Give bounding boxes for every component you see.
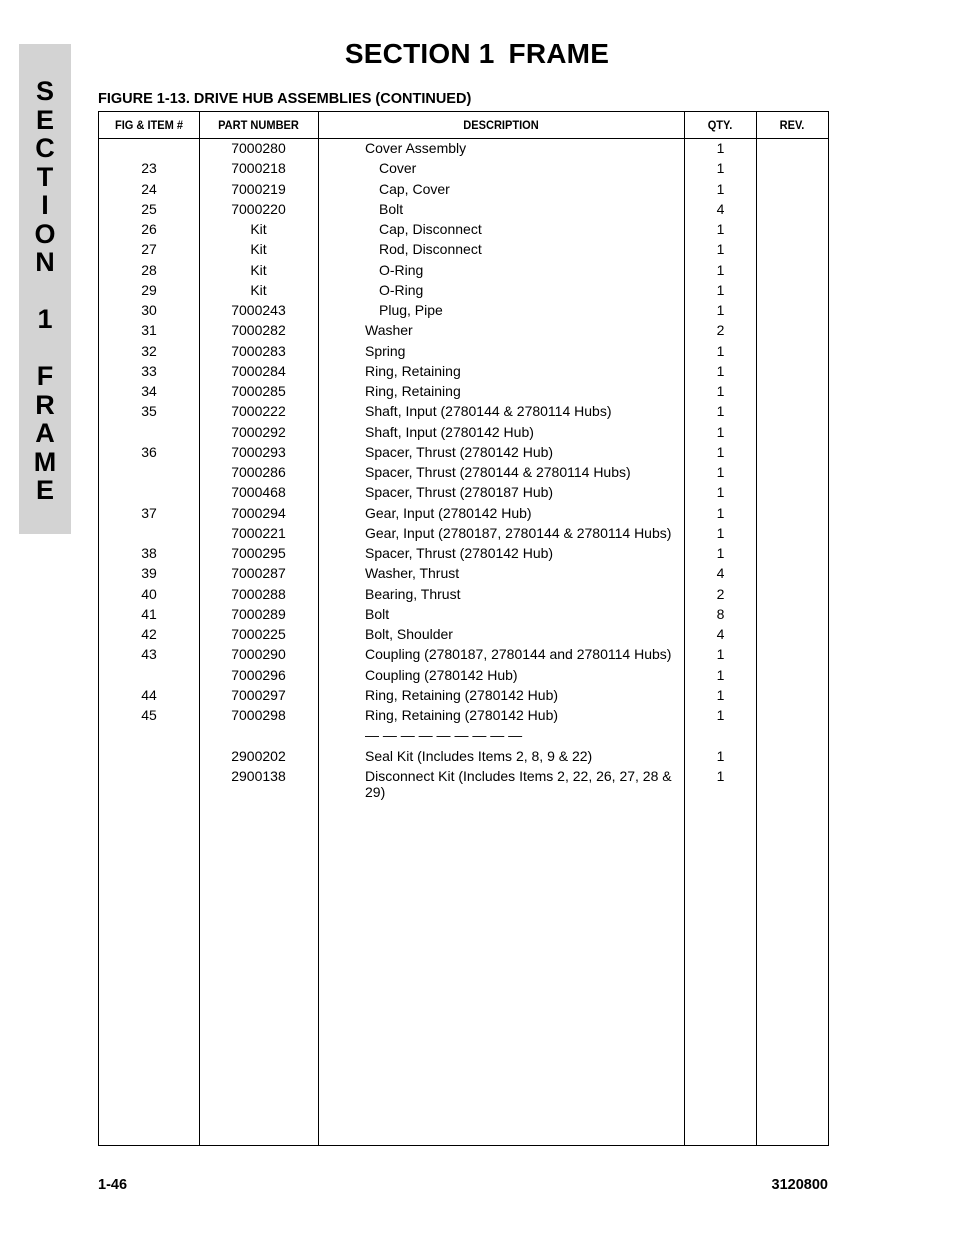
table-row bbox=[99, 706, 828, 726]
table-row bbox=[99, 443, 828, 463]
side-tab-letter: A bbox=[35, 418, 55, 448]
fig-item-cell: 32 bbox=[141, 342, 157, 359]
description-cell: Coupling (2780187, 2780144 and 2780114 Hubs) bbox=[365, 646, 672, 663]
fig-item-cell: 27 bbox=[141, 241, 157, 258]
qty-cell: 1 bbox=[716, 545, 725, 561]
section-side-tab bbox=[19, 44, 71, 534]
description-cell: Washer bbox=[365, 322, 413, 339]
side-tab-letter: R bbox=[35, 389, 55, 420]
qty-cell: 1 bbox=[716, 180, 725, 197]
table-row bbox=[99, 463, 828, 483]
document-number: 3120800 bbox=[771, 1177, 828, 1193]
part-number-cell: 2900202 bbox=[231, 747, 286, 764]
description-cell: Spacer, Thrust (2780187 Hub) bbox=[365, 484, 554, 501]
side-tab-letter: S bbox=[35, 76, 54, 106]
fig-item-cell: 34 bbox=[141, 383, 157, 399]
qty-cell: 8 bbox=[716, 605, 725, 622]
table-row bbox=[99, 747, 828, 767]
qty-cell: 1 bbox=[716, 484, 725, 501]
qty-cell: 1 bbox=[716, 241, 725, 258]
fig-item-cell: 23 bbox=[141, 160, 157, 177]
fig-item-cell: 28 bbox=[141, 261, 157, 278]
part-number-cell: 7000225 bbox=[231, 626, 286, 642]
part-number-cell: 7000287 bbox=[231, 565, 286, 582]
fig-item-cell: 24 bbox=[141, 180, 157, 197]
part-number-cell: 7000243 bbox=[231, 302, 286, 318]
fig-item-cell: 38 bbox=[141, 545, 157, 561]
side-tab-letter: N bbox=[35, 247, 55, 277]
qty-cell: 1 bbox=[716, 504, 725, 521]
qty-cell: 1 bbox=[716, 302, 725, 318]
part-number-cell: 7000297 bbox=[231, 686, 286, 703]
figure-title: FIGURE 1-13. DRIVE HUB ASSEMBLIES (CONTINUED) bbox=[98, 91, 472, 107]
table-row bbox=[99, 342, 828, 362]
table-row bbox=[99, 585, 828, 605]
qty-cell: 1 bbox=[716, 443, 725, 460]
part-number-cell: Kit bbox=[250, 241, 267, 258]
qty-cell: 1 bbox=[716, 261, 725, 278]
side-tab-letter: T bbox=[36, 161, 54, 192]
description-cell: Ring, Retaining (2780142 Hub) bbox=[365, 686, 559, 703]
table-row bbox=[99, 483, 828, 503]
part-number-cell: 7000295 bbox=[231, 545, 286, 561]
fig-item-cell: 30 bbox=[141, 302, 157, 318]
description-cell: Cover bbox=[379, 160, 417, 177]
table-row bbox=[99, 645, 828, 665]
fig-item-cell: 26 bbox=[141, 221, 157, 237]
part-number-cell: 7000290 bbox=[231, 646, 286, 663]
part-number-cell: 7000283 bbox=[231, 342, 286, 359]
part-number-cell: 7000285 bbox=[231, 383, 286, 399]
side-tab-letter: E bbox=[35, 104, 54, 135]
qty-cell: 1 bbox=[716, 747, 725, 764]
description-cell: Shaft, Input (2780142 Hub) bbox=[365, 423, 534, 440]
table-row bbox=[99, 382, 828, 402]
parts-table bbox=[98, 111, 829, 1146]
side-tab-letter: 1 bbox=[37, 304, 53, 334]
table-row bbox=[99, 301, 828, 321]
table-row bbox=[99, 544, 828, 564]
description-cell: Bolt bbox=[365, 605, 390, 622]
fig-item-cell: 25 bbox=[141, 200, 157, 217]
table-row bbox=[99, 767, 828, 807]
table-row bbox=[99, 686, 828, 706]
description-cell: Bolt, Shoulder bbox=[365, 626, 453, 642]
part-number-cell: Kit bbox=[250, 221, 267, 237]
part-number-cell: 7000293 bbox=[231, 443, 286, 460]
fig-item-cell: 39 bbox=[141, 565, 157, 582]
part-number-cell: Kit bbox=[250, 281, 267, 298]
column-header-description: DESCRIPTION bbox=[463, 118, 539, 132]
fig-item-cell: 45 bbox=[141, 707, 157, 723]
description-cell: Spring bbox=[365, 342, 406, 359]
description-cell: Spacer, Thrust (2780144 & 2780114 Hubs) bbox=[365, 464, 631, 480]
table-row bbox=[99, 666, 828, 686]
description-cell: Ring, Retaining (2780142 Hub) bbox=[365, 707, 559, 723]
part-number-cell: 7000286 bbox=[231, 464, 286, 480]
section-name: FRAME bbox=[508, 38, 610, 69]
qty-cell: 1 bbox=[716, 464, 725, 480]
column-header-rev: REV. bbox=[779, 118, 805, 132]
fig-item-cell: 29 bbox=[141, 281, 157, 298]
qty-cell: 1 bbox=[716, 423, 725, 440]
column-header-qty: QTY. bbox=[707, 118, 733, 132]
table-body bbox=[99, 139, 828, 807]
fig-item-cell: 43 bbox=[141, 646, 157, 663]
side-tab-letter: M bbox=[33, 446, 57, 477]
table-row bbox=[99, 281, 828, 301]
fig-item-cell: 40 bbox=[141, 585, 157, 602]
qty-cell: 2 bbox=[716, 322, 725, 339]
qty-cell: 1 bbox=[716, 342, 725, 359]
side-tab-letter: E bbox=[35, 475, 54, 505]
description-cell: Cap, Cover bbox=[379, 180, 450, 197]
qty-cell: 4 bbox=[716, 200, 725, 217]
side-tab-letter: C bbox=[35, 133, 55, 163]
qty-cell: 1 bbox=[716, 403, 725, 420]
part-number-cell: 7000468 bbox=[231, 484, 286, 501]
part-number-cell: 7000219 bbox=[231, 180, 286, 197]
qty-cell: 4 bbox=[716, 565, 725, 582]
description-cell: Gear, Input (2780142 Hub) bbox=[365, 504, 532, 521]
description-cell: O-Ring bbox=[379, 281, 424, 298]
qty-cell: 2 bbox=[716, 585, 725, 602]
description-cell: Bolt bbox=[379, 200, 404, 217]
part-number-cell: 7000292 bbox=[231, 423, 286, 440]
description-cell: O-Ring bbox=[379, 261, 424, 278]
description-cell: Rod, Disconnect bbox=[379, 241, 482, 258]
description-cell: Spacer, Thrust (2780142 Hub) bbox=[365, 443, 554, 460]
description-cell: Shaft, Input (2780144 & 2780114 Hubs) bbox=[365, 403, 612, 420]
description-cell: Gear, Input (2780187, 2780144 & 2780114 Hubs) bbox=[365, 524, 672, 541]
table-row bbox=[99, 625, 828, 645]
table-row bbox=[99, 220, 828, 240]
qty-cell: 4 bbox=[716, 626, 725, 642]
table-row bbox=[99, 402, 828, 422]
description-cell: Disconnect Kit (Includes Items 2, 22, 26, 27, 28 & 29) bbox=[365, 767, 672, 800]
table-row bbox=[99, 564, 828, 584]
fig-item-cell: 31 bbox=[141, 322, 157, 339]
fig-item-cell: 44 bbox=[141, 686, 157, 703]
fig-item-cell: 41 bbox=[141, 605, 157, 622]
table-row bbox=[99, 180, 828, 200]
table-row bbox=[99, 605, 828, 625]
part-number-cell: Kit bbox=[250, 261, 267, 278]
description-cell: Washer, Thrust bbox=[365, 565, 460, 582]
description-cell: — — — — — — — — — bbox=[365, 727, 523, 744]
description-cell: Ring, Retaining bbox=[365, 362, 461, 379]
part-number-cell: 7000218 bbox=[231, 160, 286, 177]
qty-cell: 1 bbox=[716, 383, 725, 399]
qty-cell: 1 bbox=[716, 524, 725, 541]
description-cell: Coupling (2780142 Hub) bbox=[365, 666, 518, 683]
page-title bbox=[0, 38, 954, 70]
qty-cell: 1 bbox=[716, 767, 725, 784]
side-tab-letter: I bbox=[41, 190, 49, 220]
part-number-cell: 7000288 bbox=[231, 585, 286, 602]
table-row bbox=[99, 159, 828, 179]
qty-cell: 1 bbox=[716, 362, 725, 379]
part-number-cell: 7000282 bbox=[231, 322, 286, 339]
fig-item-cell: 36 bbox=[141, 443, 157, 460]
side-tab-letters bbox=[19, 77, 71, 505]
description-cell: Cap, Disconnect bbox=[379, 221, 482, 237]
qty-cell: 1 bbox=[716, 140, 725, 156]
table-row bbox=[99, 200, 828, 220]
fig-item-cell: 42 bbox=[141, 626, 157, 642]
section-label: SECTION 1 bbox=[344, 38, 495, 69]
side-tab-letter: F bbox=[36, 361, 54, 391]
column-header-fig-item: FIG & ITEM # bbox=[114, 118, 184, 132]
table-row bbox=[99, 726, 828, 746]
qty-cell: 1 bbox=[716, 666, 725, 683]
table-row bbox=[99, 362, 828, 382]
part-number-cell: 7000280 bbox=[231, 140, 286, 156]
part-number-cell: 7000221 bbox=[231, 524, 286, 541]
table-row bbox=[99, 423, 828, 443]
table-row bbox=[99, 261, 828, 281]
description-cell: Ring, Retaining bbox=[365, 383, 461, 399]
description-cell: Seal Kit (Includes Items 2, 8, 9 & 22) bbox=[365, 747, 593, 764]
part-number-cell: 7000296 bbox=[231, 666, 286, 683]
description-cell: Plug, Pipe bbox=[379, 302, 443, 318]
part-number-cell: 7000298 bbox=[231, 707, 286, 723]
description-cell: Cover Assembly bbox=[365, 140, 467, 156]
qty-cell: 1 bbox=[716, 160, 725, 177]
part-number-cell: 7000284 bbox=[231, 362, 286, 379]
part-number-cell: 7000289 bbox=[231, 605, 286, 622]
fig-item-cell: 37 bbox=[141, 504, 157, 521]
fig-item-cell: 33 bbox=[141, 362, 157, 379]
qty-cell: 1 bbox=[716, 646, 725, 663]
description-cell: Bearing, Thrust bbox=[365, 585, 461, 602]
part-number-cell: 7000294 bbox=[231, 504, 286, 521]
qty-cell: 1 bbox=[716, 221, 725, 237]
description-cell: Spacer, Thrust (2780142 Hub) bbox=[365, 545, 554, 561]
qty-cell: 1 bbox=[716, 686, 725, 703]
table-row bbox=[99, 139, 828, 159]
part-number-cell: 7000222 bbox=[231, 403, 286, 420]
part-number-cell: 7000220 bbox=[231, 200, 286, 217]
table-row bbox=[99, 504, 828, 524]
qty-cell: 1 bbox=[716, 281, 725, 298]
table-row bbox=[99, 321, 828, 341]
table-row bbox=[99, 240, 828, 260]
fig-item-cell: 35 bbox=[141, 403, 157, 420]
column-header-part-number: PART NUMBER bbox=[218, 118, 299, 132]
qty-cell: 1 bbox=[716, 707, 725, 723]
table-row bbox=[99, 524, 828, 544]
side-tab-letter: O bbox=[34, 218, 56, 249]
page-number: 1-46 bbox=[98, 1177, 128, 1193]
part-number-cell: 2900138 bbox=[231, 767, 286, 784]
